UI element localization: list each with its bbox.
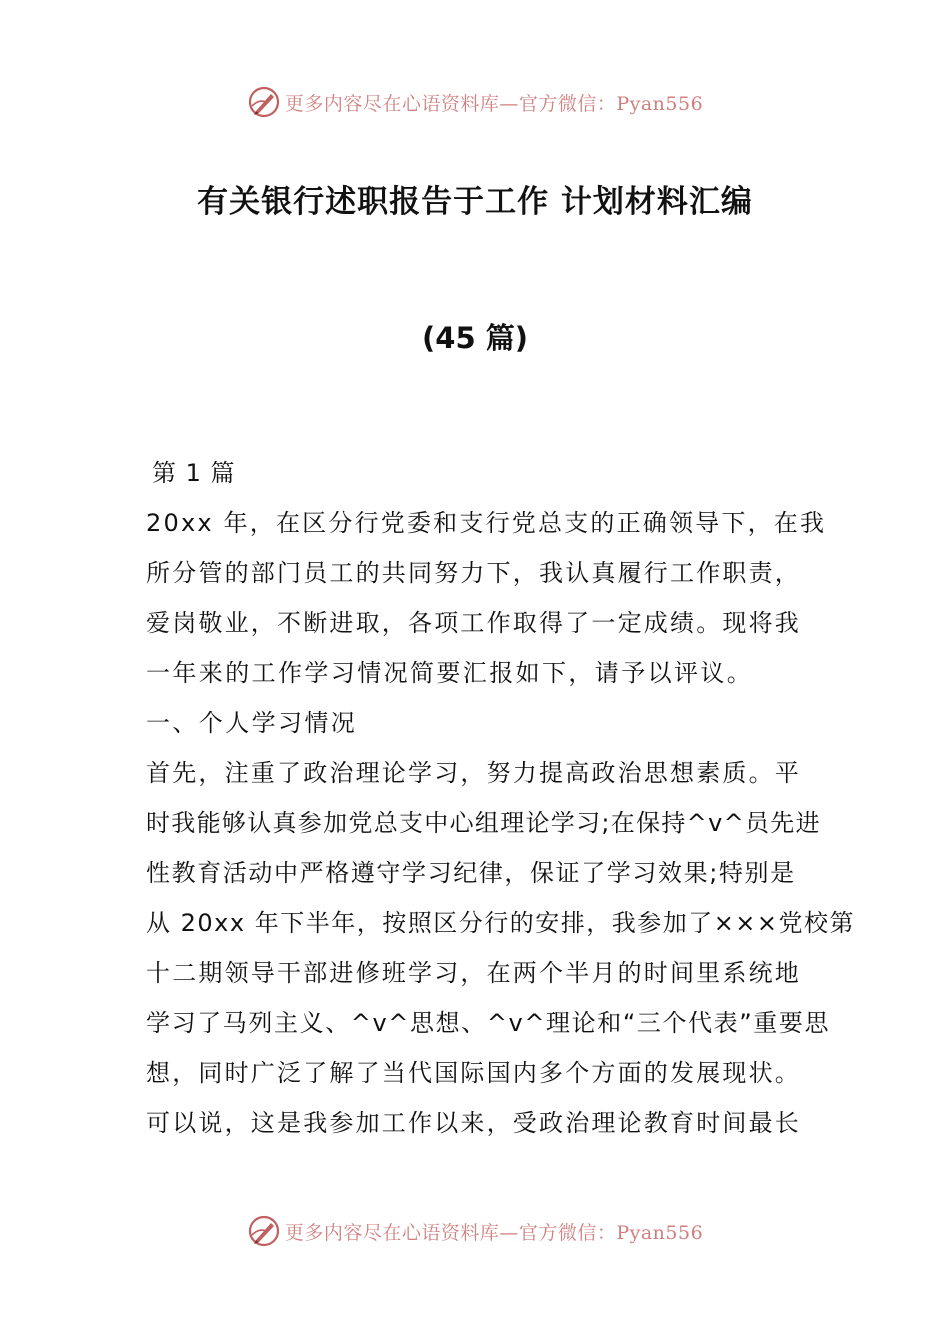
footer-watermark xyxy=(0,1211,950,1251)
watermark-text: 更多内容尽在心语资料库—官方微信：Pyan556 xyxy=(284,1221,704,1244)
pen-logo-icon xyxy=(247,85,281,119)
body-line: 首先，注重了政治理论学习，努力提高政治思想素质。平 xyxy=(146,759,801,787)
body-line: 学习了马列主义、^v^思想、^v^理论和“三个代表”重要思 xyxy=(146,1009,831,1037)
body-line: 性教育活动中严格遵守学习纪律，保证了学习效果;特别是 xyxy=(146,859,796,887)
chapter-heading: 第 1 篇 xyxy=(152,459,236,487)
header-watermark xyxy=(0,82,950,122)
document-body xyxy=(146,448,856,1148)
body-line: 十二期领导干部进修班学习，在两个半月的时间里系统地 xyxy=(146,959,801,987)
document-title: 有关银行述职报告于工作 计划材料汇编 xyxy=(197,184,753,220)
body-line: 时我能够认真参加党总支中心组理论学习;在保持^v^员先进 xyxy=(146,809,821,837)
body-line: 想，同时广泛了解了当代国际国内多个方面的发展现状。 xyxy=(146,1059,801,1087)
pen-logo-icon xyxy=(247,1214,281,1248)
watermark-text: 更多内容尽在心语资料库—官方微信：Pyan556 xyxy=(284,92,704,115)
body-line: 20xx 年，在区分行党委和支行党总支的正确领导下，在我 xyxy=(146,509,827,537)
body-line: 可以说，这是我参加工作以来，受政治理论教育时间最长 xyxy=(146,1109,801,1137)
body-line: 一年来的工作学习情况简要汇报如下，请予以评议。 xyxy=(146,659,754,687)
body-line: 爱岗敬业，不断进取，各项工作取得了一定成绩。现将我 xyxy=(146,609,801,637)
body-line: 从 20xx 年下半年，按照区分行的安排，我参加了×××党校第 xyxy=(146,909,856,937)
document-subtitle: (45 篇) xyxy=(422,321,528,355)
section-heading: 一、个人学习情况 xyxy=(146,709,358,737)
body-line: 所分管的部门员工的共同努力下，我认真履行工作职责， xyxy=(146,559,801,587)
